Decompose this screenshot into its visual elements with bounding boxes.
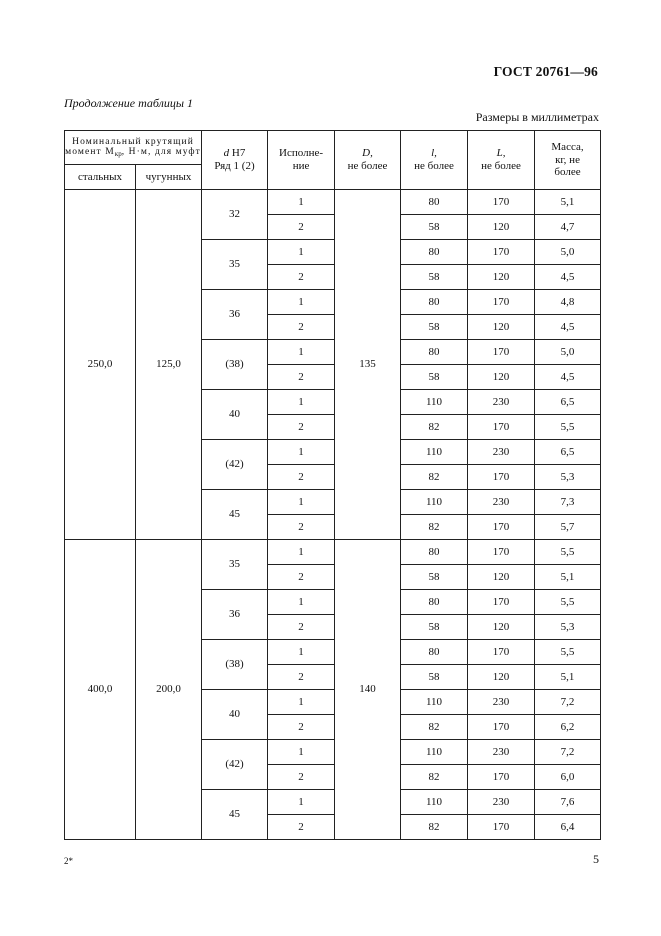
hub-length-cell: 82: [401, 515, 468, 540]
torque-subscript: кр: [114, 150, 122, 159]
table-row: [65, 190, 601, 215]
hub-length-cell: 82: [401, 465, 468, 490]
version-cell: 1: [268, 390, 335, 415]
total-length-cell: 120: [468, 565, 535, 590]
mass-cell: 6,0: [535, 765, 601, 790]
total-length-cell: 230: [468, 490, 535, 515]
version-header: Исполне- ние: [268, 131, 335, 190]
version-cell: 1: [268, 540, 335, 565]
mass-cell: 5,1: [535, 665, 601, 690]
mass-cell: 7,2: [535, 740, 601, 765]
cast-iron-header: чугунных: [136, 165, 202, 190]
total-length-cell: 120: [468, 265, 535, 290]
torque-header-line1: Номинальный крутящий: [72, 136, 194, 147]
version-cell: 2: [268, 265, 335, 290]
version-cell: 2: [268, 365, 335, 390]
version-cell: 2: [268, 765, 335, 790]
total-length-header: L, не более: [468, 131, 535, 190]
total-length-cell: 170: [468, 240, 535, 265]
hub-length-cell: 110: [401, 690, 468, 715]
hub-length-cell: 58: [401, 615, 468, 640]
bore-diameter-cell: 36: [202, 590, 268, 640]
hub-length-cell: 110: [401, 390, 468, 415]
mass-cell: 5,3: [535, 615, 601, 640]
mass-cell: 6,2: [535, 715, 601, 740]
mass-cell: 5,1: [535, 190, 601, 215]
torque-header: [65, 131, 202, 165]
bore-diameter-cell: 35: [202, 540, 268, 590]
version-cell: 2: [268, 315, 335, 340]
cast-iron-torque-cell: 200,0: [136, 540, 202, 840]
total-length-cell: 120: [468, 365, 535, 390]
version-cell: 2: [268, 815, 335, 840]
coupling-dimensions-table: [64, 130, 601, 840]
hub-length-cell: 80: [401, 340, 468, 365]
steel-torque-cell: 250,0: [65, 190, 136, 540]
bore-diameter-cell: 45: [202, 790, 268, 840]
total-length-cell: 170: [468, 465, 535, 490]
mass-cell: 4,5: [535, 315, 601, 340]
version-cell: 1: [268, 240, 335, 265]
total-length-cell: 170: [468, 715, 535, 740]
total-length-cell: 170: [468, 290, 535, 315]
version-cell: 2: [268, 665, 335, 690]
steel-header: стальных: [65, 165, 136, 190]
mass-cell: 7,6: [535, 790, 601, 815]
total-length-cell: 230: [468, 440, 535, 465]
version-cell: 1: [268, 640, 335, 665]
document-code: ГОСТ 20761—96: [493, 64, 598, 79]
hub-length-cell: 80: [401, 590, 468, 615]
total-length-cell: 230: [468, 790, 535, 815]
total-length-cell: 170: [468, 815, 535, 840]
hub-length-cell: 58: [401, 315, 468, 340]
mass-cell: 5,0: [535, 240, 601, 265]
hub-length-cell: 110: [401, 490, 468, 515]
hub-length-cell: 110: [401, 790, 468, 815]
table-row: [65, 540, 601, 565]
hub-length-cell: 110: [401, 440, 468, 465]
outer-diameter-cell: 135: [335, 190, 401, 540]
hub-length-cell: 58: [401, 265, 468, 290]
hub-length-cell: 58: [401, 665, 468, 690]
table-body: [65, 190, 601, 840]
total-length-cell: 230: [468, 690, 535, 715]
mass-cell: 4,5: [535, 265, 601, 290]
hub-length-cell: 80: [401, 290, 468, 315]
hub-length-cell: 82: [401, 715, 468, 740]
version-cell: 1: [268, 290, 335, 315]
version-cell: 2: [268, 465, 335, 490]
mass-cell: 7,3: [535, 490, 601, 515]
mass-cell: 6,4: [535, 815, 601, 840]
bore-diameter-cell: 40: [202, 390, 268, 440]
page-number: 5: [593, 852, 599, 866]
version-cell: 2: [268, 515, 335, 540]
version-cell: 1: [268, 440, 335, 465]
mass-cell: 6,5: [535, 390, 601, 415]
bore-diameter-cell: 36: [202, 290, 268, 340]
cast-iron-torque-cell: 125,0: [136, 190, 202, 540]
mass-cell: 5,0: [535, 340, 601, 365]
mass-cell: 4,8: [535, 290, 601, 315]
version-cell: 2: [268, 615, 335, 640]
hub-length-cell: 58: [401, 215, 468, 240]
total-length-cell: 120: [468, 665, 535, 690]
mass-header: Масса, кг, не более: [535, 131, 601, 190]
bore-diameter-cell: (38): [202, 340, 268, 390]
hub-length-cell: 80: [401, 640, 468, 665]
mass-cell: 4,5: [535, 365, 601, 390]
version-cell: 1: [268, 490, 335, 515]
bore-diameter-cell: 45: [202, 490, 268, 540]
bore-diameter-cell: (38): [202, 640, 268, 690]
mass-cell: 4,7: [535, 215, 601, 240]
total-length-cell: 120: [468, 315, 535, 340]
mass-cell: 5,7: [535, 515, 601, 540]
total-length-cell: 170: [468, 540, 535, 565]
mass-cell: 7,2: [535, 690, 601, 715]
hub-length-cell: 80: [401, 240, 468, 265]
total-length-cell: 120: [468, 215, 535, 240]
outer-diameter-cell: 140: [335, 540, 401, 840]
units-note: Размеры в миллиметрах: [475, 110, 599, 124]
version-cell: 2: [268, 565, 335, 590]
version-cell: 1: [268, 590, 335, 615]
d-h7-header: d H7 Ряд 1 (2): [202, 131, 268, 190]
hub-length-cell: 80: [401, 190, 468, 215]
hub-length-cell: 82: [401, 415, 468, 440]
hub-length-cell: 82: [401, 815, 468, 840]
mass-cell: 5,1: [535, 565, 601, 590]
total-length-cell: 170: [468, 765, 535, 790]
hub-length-cell: 82: [401, 765, 468, 790]
mass-cell: 5,5: [535, 640, 601, 665]
version-cell: 2: [268, 715, 335, 740]
sheet-mark: 2*: [64, 856, 73, 866]
total-length-cell: 230: [468, 740, 535, 765]
mass-cell: 5,3: [535, 465, 601, 490]
mass-cell: 6,5: [535, 440, 601, 465]
outer-diameter-header: D, не более: [335, 131, 401, 190]
bore-diameter-cell: (42): [202, 440, 268, 490]
steel-torque-cell: 400,0: [65, 540, 136, 840]
hub-length-cell: 58: [401, 565, 468, 590]
version-cell: 2: [268, 215, 335, 240]
total-length-cell: 230: [468, 390, 535, 415]
hub-length-cell: 80: [401, 540, 468, 565]
version-cell: 1: [268, 740, 335, 765]
total-length-cell: 170: [468, 340, 535, 365]
version-cell: 1: [268, 690, 335, 715]
table-continuation-label: Продолжение таблицы 1: [64, 96, 194, 110]
mass-cell: 5,5: [535, 540, 601, 565]
version-cell: 1: [268, 340, 335, 365]
bore-diameter-cell: 32: [202, 190, 268, 240]
total-length-cell: 170: [468, 640, 535, 665]
total-length-cell: 170: [468, 590, 535, 615]
torque-header-line2: момент $M_{кр}$, Н·м, для муфт: [65, 147, 201, 159]
version-cell: 2: [268, 415, 335, 440]
total-length-cell: 120: [468, 615, 535, 640]
hub-length-header: l, не более: [401, 131, 468, 190]
hub-length-cell: 58: [401, 365, 468, 390]
mass-cell: 5,5: [535, 415, 601, 440]
version-cell: 1: [268, 790, 335, 815]
total-length-cell: 170: [468, 515, 535, 540]
mass-cell: 5,5: [535, 590, 601, 615]
bore-diameter-cell: 40: [202, 690, 268, 740]
total-length-cell: 170: [468, 415, 535, 440]
version-cell: 1: [268, 190, 335, 215]
bore-diameter-cell: (42): [202, 740, 268, 790]
total-length-cell: 170: [468, 190, 535, 215]
hub-length-cell: 110: [401, 740, 468, 765]
bore-diameter-cell: 35: [202, 240, 268, 290]
